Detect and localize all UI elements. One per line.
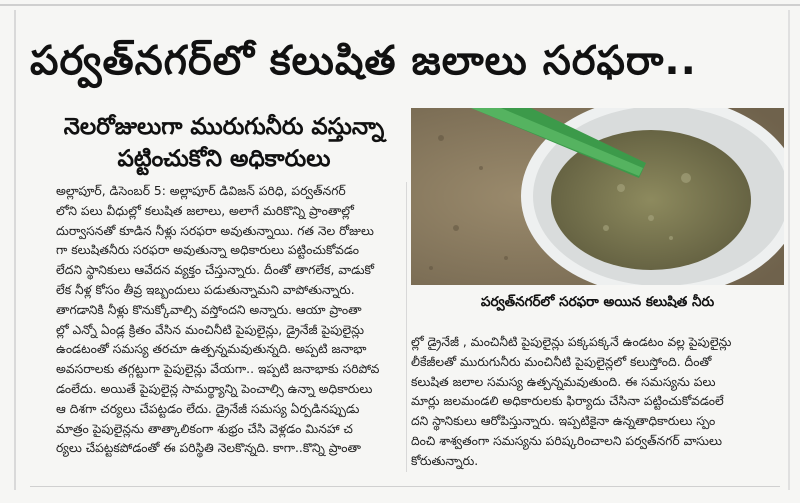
body-line: లీకేజీలతో మురుగునీరు మంచినీటి పైపులైన్లలో కలుస్తోంది. దీంతో — [411, 354, 712, 369]
body-line: లేదని స్థానికులు ఆవేదన వ్యక్తం చేస్తున్నారు. దీంతో తాగలేక, వాడుకో — [56, 263, 375, 278]
column-divider — [406, 182, 407, 472]
body-line: ల్లో ఎన్నో ఏండ్ల క్రితం వేసిన మంచినీటి పైపులైన్లు, డ్రైనేజీ పైపులైన్లు — [56, 322, 365, 337]
bottom-rule — [30, 486, 780, 487]
body-line: మార్లు జలమండలి అధికారులకు ఫిర్యాదు చేసినా పట్టించుకోవడంలే — [411, 394, 724, 409]
body-line: ఆ దిశగా చర్యలు చేపట్టడం లేదు. డ్రైనేజీ సమస్య ఏర్పడినప్పుడు — [56, 401, 360, 416]
body-line: డంలేదు. అయితే పైపులైన్ల సామర్థ్యాన్ని పెంచాల్సి ఉన్నా అధికారులు — [56, 381, 373, 396]
body-line: దుర్వాసనతో కూడిన నీళ్లు సరఫరా అవుతున్నాయి. గత నెల రోజులు — [56, 223, 374, 238]
body-line: అవసరాలకు తగ్గట్టుగా పైపులైన్లు వేయగా.. ఇప్పటి జనాభాకు సరిపోవ — [56, 362, 380, 377]
body-line: గా కలుషితనీరు సరఫరా అవుతున్నా అధికారులు పట్టించుకోవడం — [56, 243, 360, 258]
body-line: దని స్థానికులు ఆరోపిస్తున్నారు. ఇప్పటికైనా ఉన్నతాధికారులు స్పం — [411, 414, 716, 429]
top-border — [0, 4, 800, 6]
body-line: ఉండటంతో సమస్య తరచూ ఉత్పన్నమవుతున్నది. అప్పటి జనాభా — [56, 342, 367, 357]
body-column-right — [411, 333, 784, 472]
body-line: ల్లో డ్రైనేజీ , మంచినీటి పైపులైన్లు పక్కపక్కనే ఉండటం వల్ల పైపులైన్లు — [411, 335, 732, 349]
news-photo — [411, 108, 784, 285]
headline: పర్వత్‌నగర్‌లో కలుషిత జలాలు సరఫరా.. — [30, 38, 697, 84]
body-line: కలుషిత జలాల సమస్య ఉత్పన్నమవుతుంది. ఈ సమస్యను పలు — [411, 374, 716, 389]
body-line: కోరుతున్నారు. — [411, 453, 479, 468]
subheadline-line-2: పట్టించుకోని అధికారులు — [117, 146, 331, 172]
left-border — [14, 10, 16, 490]
body-column-left — [56, 182, 401, 459]
body-line: ర్యలు చేపట్టకపోడంతో ఈ పరిస్థితి నెలకొన్నది. కాగా..కొన్ని ప్రాంతా — [56, 441, 361, 456]
body-line: దించి శాశ్వతంగా సమస్యను పరిష్కరించాలని పర్వత్‌నగర్ వాసులు — [411, 433, 722, 448]
right-border — [788, 10, 790, 490]
body-line: లేక నీళ్ల కోసం తీవ్ర ఇబ్బందులు పడుతున్నామని వాపోతున్నారు. — [56, 282, 355, 297]
body-line: లోని పలు వీధుల్లో కలుషిత జలాలు, అలాగే మరికొన్ని ప్రాంతాల్లో — [56, 203, 354, 218]
body-line: అల్లాపూర్, డిసెంబర్ 5: అల్లాపూర్ డివిజన్ పరిధి, పర్వత్‌నగర్ — [56, 184, 346, 198]
body-line: మాత్రం పైపులైన్లను తాత్కాలికంగా శుభ్రం చేసి వెళ్లడం మినహా చ — [56, 421, 353, 436]
subheadline-line-1: నెలరోజులుగా మురుగునీరు వస్తున్నా — [63, 114, 385, 140]
photo-caption: పర్వత్‌నగర్‌లో సరఫరా అయిన కలుషిత నీరు — [480, 294, 715, 310]
body-line: తాగడానికి నీళ్లు కొనుక్కోవాల్సి వస్తోందని అన్నారు. ఆయా ప్రాంతా — [56, 302, 362, 317]
